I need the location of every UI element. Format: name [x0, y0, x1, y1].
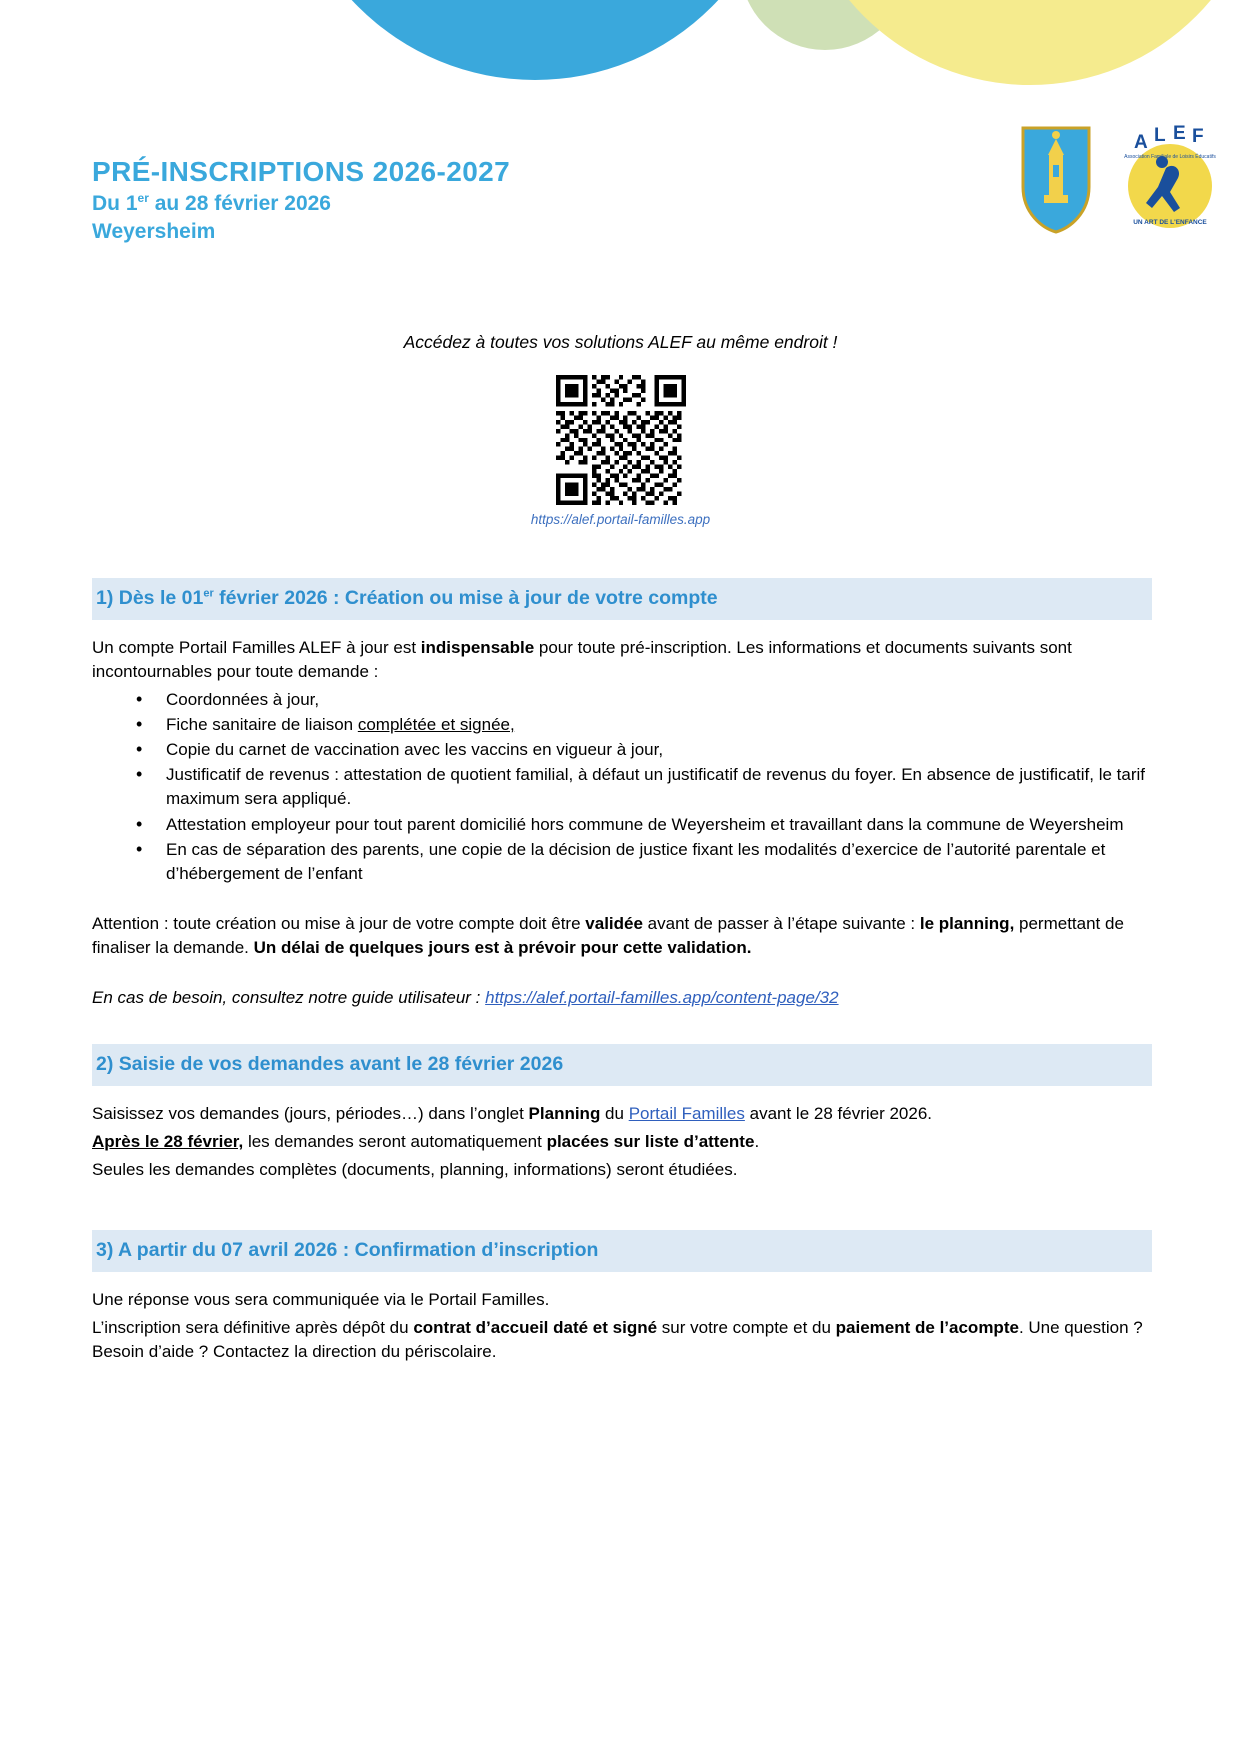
alef-logo-icon: [1116, 124, 1220, 241]
qr-code-wrapper: [0, 375, 1241, 510]
list-item: [132, 688, 1152, 712]
list-item: [132, 813, 1152, 837]
section-3-heading: 3) A partir du 07 avril 2026 : Confirmation d’inscription: [92, 1230, 1152, 1272]
guide-text: En cas de besoin, consultez notre guide utilisateur :: [92, 988, 486, 1008]
page-title: PRÉ-INSCRIPTIONS 2026-2027: [92, 156, 511, 187]
line-2-part-a: les demandes seront automatiquement: [243, 1132, 547, 1152]
list-item: [132, 738, 1152, 762]
section-1-guide: [92, 986, 1152, 1010]
svg-text:E: E: [1173, 124, 1186, 144]
list-item-text: Justificatif de revenus : attestation de quotient familial, à défaut un justificatif de revenus du foyer. En absence de justificatif, le tarif maximum sera appliqué.: [166, 765, 1145, 809]
svg-text:F: F: [1192, 126, 1204, 147]
section-2-heading: 2) Saisie de vos demandes avant le 28 février 2026: [92, 1044, 1152, 1086]
svg-text:L: L: [1154, 125, 1166, 146]
attention-part-d: permettant de finaliser la demande.: [92, 913, 1124, 958]
subtitle-suffix: au 28 février 2026: [148, 192, 331, 216]
subtitle-ordinal: er: [137, 191, 149, 206]
line-1-part-d: avant le 28 février 2026.: [744, 1104, 933, 1123]
list-item-underlined-text: complétée et signée,: [357, 715, 515, 735]
list-item: [132, 713, 1152, 737]
line-1-part-c: du: [600, 1104, 629, 1123]
svg-text:A: A: [1134, 132, 1148, 153]
section-1-intro-part-b: pour toute pré-inscription. Les informations et documents suivants sont incontournables pour toute demande :: [92, 637, 1072, 681]
intro-tagline: Accédez à toutes vos solutions ALEF au même endroit !: [403, 332, 838, 352]
section-2-line-2: [92, 1130, 1152, 1154]
line-2-bold-paiement: paiement de l’acompte: [835, 1318, 1019, 1338]
section-1-intro: [92, 636, 1152, 684]
line-2-part-e: . Une question ? Besoin d’aide ? Contactez la direction du périscolaire.: [92, 1318, 1143, 1362]
attention-part-a: Attention : toute création ou mise à jour de votre compte doit être: [92, 913, 586, 933]
attention-part-c: avant de passer à l’étape suivante :: [642, 913, 920, 933]
section-1-attention: [92, 912, 1152, 960]
line-2-underlined-bold: Après le 28 février,: [92, 1132, 244, 1152]
section-2-line-1: [92, 1102, 1152, 1126]
section-2-line-3: Seules les demandes complètes (documents, planning, informations) seront étudiées.: [92, 1160, 738, 1180]
portail-familles-link[interactable]: Portail Familles: [628, 1104, 745, 1123]
list-item: [132, 838, 1152, 886]
page-subtitle: [92, 190, 510, 217]
line-2-part-a: L’inscription sera définitive après dépôt du: [92, 1318, 414, 1338]
subtitle-prefix: Du 1: [92, 192, 138, 216]
page-city: Weyersheim: [92, 220, 216, 244]
logo-group: [1020, 120, 1216, 245]
guide-user-link[interactable]: https://alef.portail-familles.app/content-page/32: [485, 988, 839, 1008]
line-1-bold-planning: Planning: [528, 1104, 601, 1123]
section-3-line-2: [92, 1316, 1152, 1364]
list-item-text: En cas de séparation des parents, une copie de la décision de justice fixant les modalités d’exercice de l’autorité parentale et d’hébergement de l’enfant: [166, 839, 1106, 883]
section-1-requirements-list: [92, 688, 1152, 886]
list-item-text: Attestation employeur pour tout parent domicilié hors commune de Weyersheim et travaillant dans la commune de Weyersheim: [166, 814, 1124, 834]
attention-bold-validee: validée: [585, 913, 643, 933]
line-2-part-c: .: [754, 1132, 760, 1152]
list-item-text: Coordonnées à jour,: [166, 689, 320, 709]
list-item-text: Fiche sanitaire de liaison: [166, 715, 358, 735]
attention-bold-planning: le planning,: [919, 913, 1015, 933]
section-1-heading: [92, 578, 1152, 620]
section-1-heading-prefix: 1) Dès le 01: [96, 587, 204, 609]
weyersheim-coat-of-arms-icon: [1020, 125, 1092, 240]
attention-bold-delai: Un délai de quelques jours est à prévoir pour cette validation.: [253, 938, 752, 958]
line-2-part-c: sur votre compte et du: [657, 1318, 836, 1338]
list-item: [132, 763, 1152, 811]
decorative-blue-arc: [285, 0, 785, 80]
document-body: [92, 578, 1152, 1368]
line-1-part-a: Saisissez vos demandes (jours, périodes…) dans l’onglet: [92, 1104, 529, 1123]
qr-code-icon: [545, 375, 697, 510]
section-1-heading-suffix: février 2026 : Création ou mise à jour de votre compte: [213, 587, 718, 609]
line-2-bold-contrat: contrat d’accueil daté et signé: [413, 1318, 658, 1338]
svg-text:UN ART DE L'ENFANCE: UN ART DE L'ENFANCE: [1133, 219, 1207, 226]
section-3-line-1: Une réponse vous sera communiquée via le Portail Familles.: [92, 1290, 550, 1310]
section-1-heading-ordinal: er: [203, 587, 214, 600]
portal-url-link[interactable]: https://alef.portail-familles.app: [530, 512, 711, 527]
document-title-block: [92, 155, 510, 246]
section-1-intro-bold: indispensable: [420, 637, 535, 657]
list-item-text: Copie du carnet de vaccination avec les vaccins en vigueur à jour,: [166, 740, 664, 760]
decorative-yellow-arc: [795, 0, 1241, 85]
line-2-bold-waitlist: placées sur liste d’attente: [546, 1132, 755, 1152]
svg-text:Association Familiale de Loisi: Association Familiale de Loisirs Éducatifs: [1124, 154, 1216, 160]
section-1-intro-part-a: Un compte Portail Familles ALEF à jour est: [92, 637, 421, 657]
